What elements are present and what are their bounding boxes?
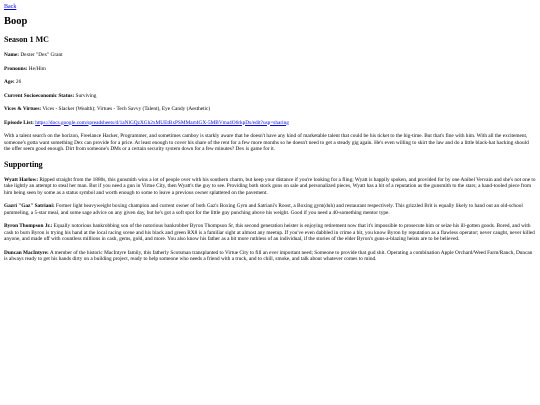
fact-pronouns xyxy=(4,66,536,73)
character-description: A member of the historic MacIntyre family, this fatherly Scotsman transplanted to Virtue City to fill an ever important need; Someone to provide that gud shit. Operating a combination Apple Orchard/Weed Farm/Ranch, Duncan is always ready to get his hands dirty on a building project, ready to help someone who needs a friend with a truck, and to chill, smoke, and talk about whatever comes to mind. xyxy=(4,249,533,262)
back-link[interactable]: Back xyxy=(4,4,17,10)
character-description: Former light heavyweight boxing champion and current owner of both Gaz's Boxing Gym and Satriani's Roost, a Boxing gym(duh) and restaurant respectively. This grizzled Brit is equally likely to hand out an old-school pummeling, a 5-star meal, and some sage advice on any given day, but he's got a soft spot for the little guy punching above his weight. Good if you need a 40-something mentor type. xyxy=(4,203,523,216)
fact-vices-virtues xyxy=(4,106,536,113)
season-heading: Season 1 MC xyxy=(4,35,49,44)
fact-label: Name: xyxy=(4,52,20,58)
fact-age xyxy=(4,79,536,86)
fact-label: Pronouns: xyxy=(4,65,28,72)
character-description: Equally notorious bankrobbing son of the notorious bankrobber Byron Thompson Sr, this second generation heister is enjoying retirement now that it's impossible to prosecute him or seize his ill-gotten goods. Bored, and with cash to burn Byron is trying his hand at the local racing scene and his black and green RX8 is a familiar sight at almost any meetup. If you've even dabbled in crime a bit, you know Byron by reputation as a flawless operator; never caught, never killed anyone, and made off with countless millions in cash, gems, gold, and more. You also know his father as a bit more ruthless of an individual, if the stories of the elder Byron's guns-a-blazing heists are to be believed. xyxy=(4,223,535,242)
fact-value: Dexter "Dex" Grant xyxy=(19,52,63,58)
fact-value: He/Him xyxy=(27,65,46,72)
page-title: Boop xyxy=(4,16,28,27)
fact-name xyxy=(4,52,536,59)
character-entry xyxy=(4,203,536,216)
fact-value: Surviving xyxy=(74,92,97,99)
character-name: Wyatt Harlow: xyxy=(4,176,39,183)
character-entry xyxy=(4,223,536,243)
character-entry xyxy=(4,250,536,263)
character-name: Gazri "Gaz" Satriani: xyxy=(4,203,55,209)
character-entry xyxy=(4,177,536,197)
character-name: Byron Thompson Jr.: xyxy=(4,223,53,229)
story-paragraph: With a talent search on the horizon, Freelance Hacker, Programmer, and sometimes camboy is starkly aware that he doesn't have any kind of marketable talent that could be his ticket to the big-time. But that's fine with him. With all the excitement, someone's gotta want something Dex can provide for a price. At least enough to cover his share of the rent for a few more months so he doesn't need to get a steady gig again. He's even willing to skirt the law and do a little black-hat hacking should the offer seem good enough. Dirt from someone's DMs or a certain security system down for a few minutes? Dex is game for it. xyxy=(4,133,529,152)
episode-list-link[interactable]: https://docs.google.com/spreadsheets/d/1aNlGQzXGh2xMUEtBxPSMMart4GX-5MBVma4O6rkpDs/edit?usp=sharing xyxy=(35,119,289,126)
fact-label: Age: xyxy=(4,79,15,85)
fact-value: Vices - Slacker (Wealth); Virtues - Tech Savvy (Talent), Eye Candy (Aesthetic) xyxy=(41,106,211,112)
fact-label: Episode List: xyxy=(4,119,34,126)
supporting-heading: Supporting xyxy=(4,159,43,169)
fact-label: Vices & Virtues: xyxy=(4,106,42,112)
fact-status xyxy=(4,93,536,100)
character-description: Ripped straight from the 1880s, this gunsmith wins a lot of people over with his southern charm, but keep your distance if you're looking for a fling; Wyatt is happily spoken, and provided for by one Anibel Vervain and she's not one to take lightly an attempt to steal her man. But if you need a gun in Virtue City, then Wyatt's the guy to see. Providing both stock guns on sale and personalized pieces, Wyatt has a bit of a reputation as the gunsmith to the stars; a hand-tooled piece from him being seen by some as a status symbol and worth enough to some to leave a previous owner splattered on the pavement. xyxy=(4,176,536,196)
fact-episode-list xyxy=(4,120,536,127)
fact-label: Current Socioeconomic Status: xyxy=(4,92,75,99)
character-name: Duncan MacIntyre: xyxy=(4,249,49,256)
fact-value: 26 xyxy=(14,79,22,85)
